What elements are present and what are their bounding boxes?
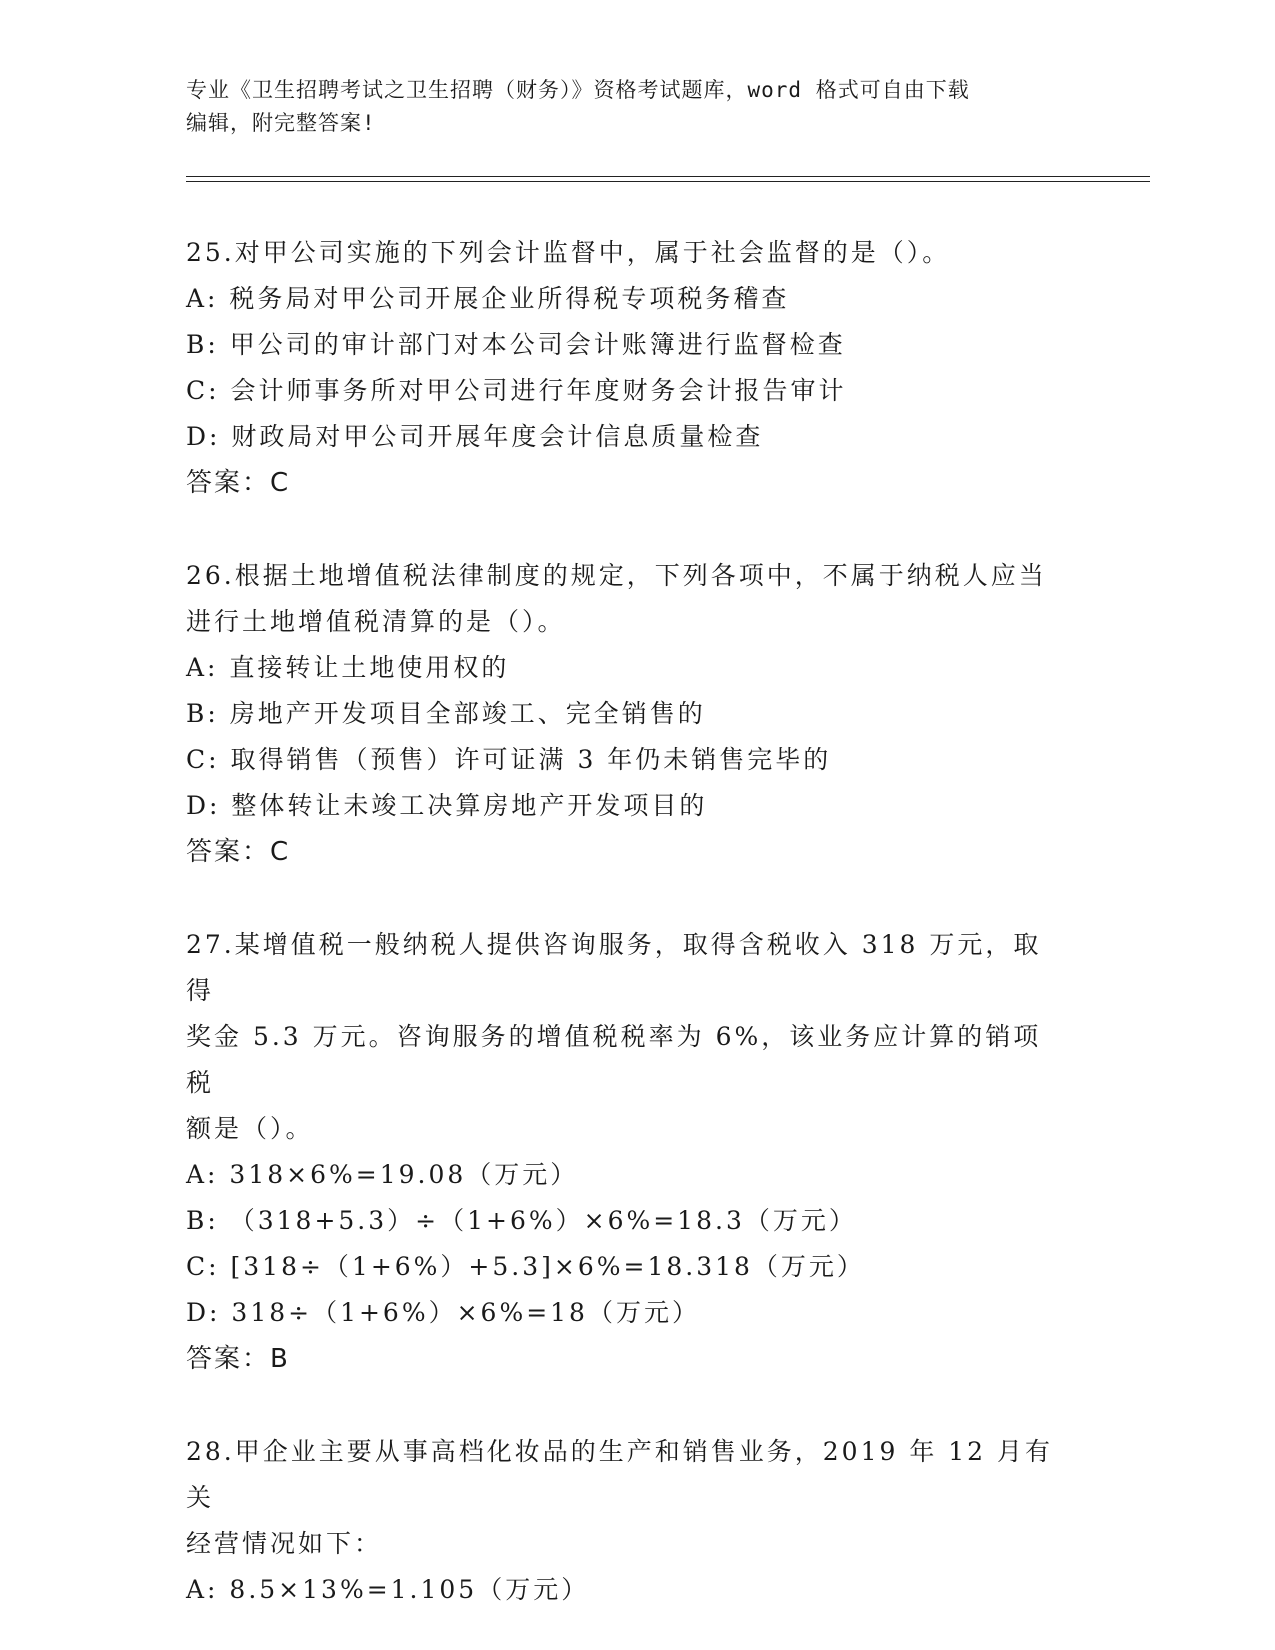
question-28	[186, 1429, 1066, 1613]
option-a: A: 8.5×13%=1.105（万元）	[186, 1575, 590, 1604]
question-stem-line: 25.对甲公司实施的下列会计监督中，属于社会监督的是（）。	[186, 238, 951, 267]
answer-line: 答案：C	[186, 468, 291, 498]
header-divider-bottom	[186, 181, 1150, 182]
question-stem-line: 经营情况如下：	[186, 1529, 383, 1558]
question-25	[186, 230, 1066, 506]
document-header	[186, 74, 1066, 140]
question-stem-line: 27.某增值税一般纳税人提供咨询服务，取得含税收入 318 万元，取得	[186, 930, 1042, 1005]
question-stem-line: 奖金 5.3 万元。咨询服务的增值税税率为 6%，该业务应计算的销项税	[186, 1022, 1042, 1097]
option-a: A: 直接转让土地使用权的	[186, 653, 510, 682]
option-b: B: 房地产开发项目全部竣工、完全销售的	[186, 699, 706, 728]
question-stem-line: 26.根据土地增值税法律制度的规定，下列各项中，不属于纳税人应当	[186, 561, 1047, 590]
header-line-1: 专业《卫生招聘考试之卫生招聘（财务）》资格考试题库，word 格式可自由下载	[186, 78, 970, 102]
option-c: C: 会计师事务所对甲公司进行年度财务会计报告审计	[186, 376, 847, 405]
question-stem-line: 额是（）。	[186, 1114, 314, 1143]
header-line-2: 编辑，附完整答案!	[186, 111, 376, 135]
answer-line: 答案：B	[186, 1344, 290, 1374]
question-list	[186, 230, 1066, 1613]
question-27	[186, 922, 1066, 1382]
question-stem-line: 进行土地增值税清算的是（）。	[186, 607, 566, 636]
option-d: D: 318÷（1+6%）×6%=18（万元）	[186, 1298, 700, 1327]
option-c: C: 取得销售（预售）许可证满 3 年仍未销售完毕的	[186, 745, 832, 774]
option-a: A: 税务局对甲公司开展企业所得税专项税务稽查	[186, 284, 790, 313]
option-d: D: 财政局对甲公司开展年度会计信息质量检查	[186, 422, 764, 451]
answer-line: 答案：C	[186, 837, 291, 867]
option-d: D: 整体转让未竣工决算房地产开发项目的	[186, 791, 708, 820]
option-a: A: 318×6%=19.08（万元）	[186, 1160, 579, 1189]
option-b: B: 甲公司的审计部门对本公司会计账簿进行监督检查	[186, 330, 846, 359]
question-stem-line: 28.甲企业主要从事高档化妆品的生产和销售业务，2019 年 12 月有关	[186, 1437, 1054, 1512]
option-c: C: [318÷（1+6%）+5.3]×6%=18.318（万元）	[186, 1252, 865, 1281]
question-26	[186, 553, 1066, 875]
header-divider-top	[186, 176, 1150, 177]
option-b: B: （318+5.3）÷（1+6%）×6%=18.3（万元）	[186, 1206, 857, 1235]
